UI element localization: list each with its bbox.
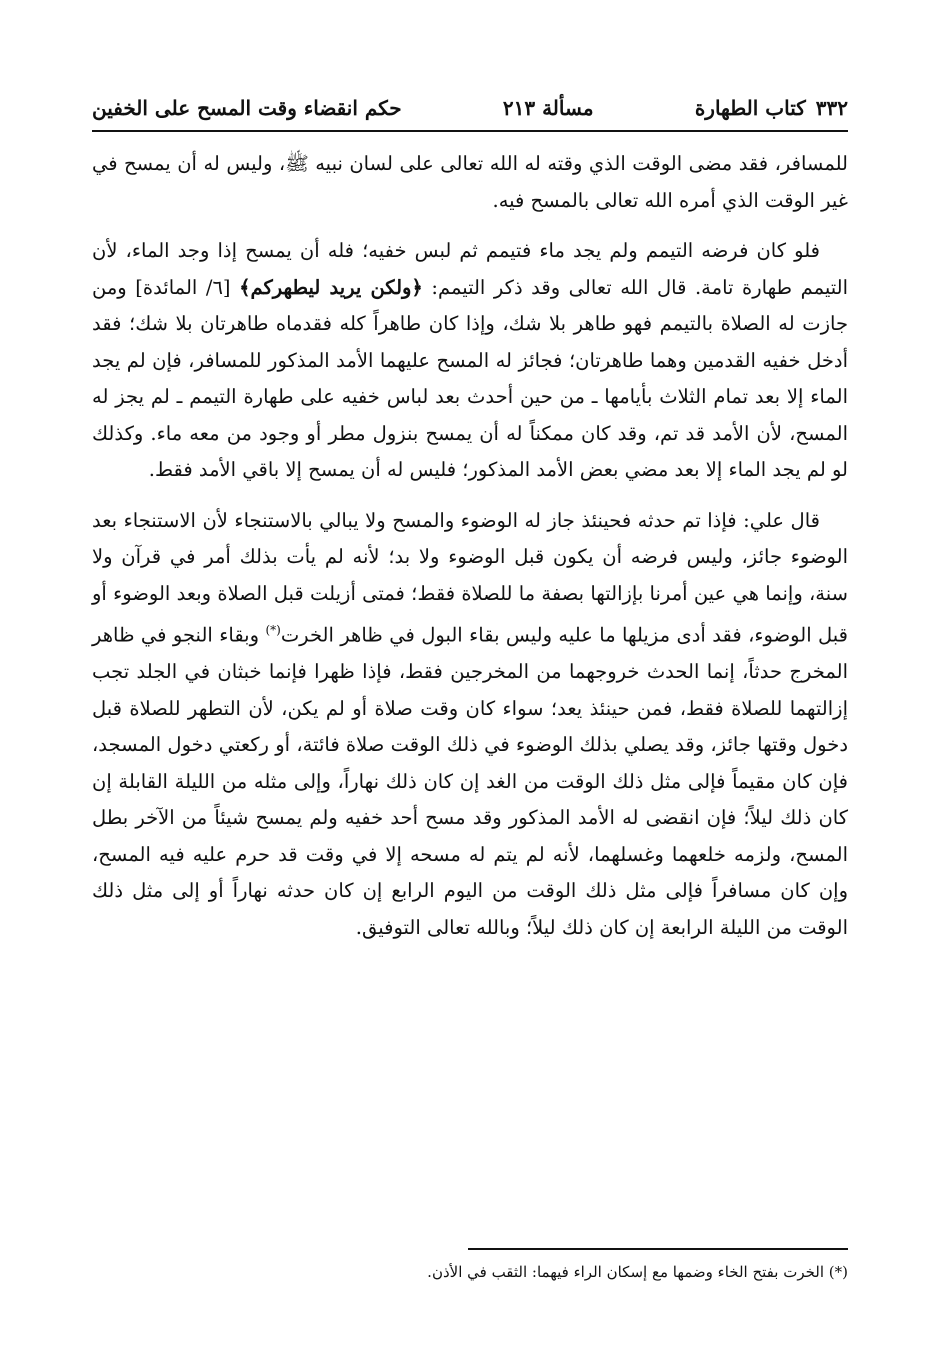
main-text	[92, 146, 848, 946]
paragraph-2	[92, 233, 848, 489]
footnote-marker: (*)	[265, 623, 281, 637]
footnote: (*) الخرت بفتح الخاء وضمها مع إسكان الراء فيهما: الثقب في الأذن.	[427, 1263, 848, 1281]
issue-number: مسألة ٢١٣	[502, 96, 594, 120]
book-title: كتاب الطهارة	[694, 96, 806, 120]
paragraph-2-part-b: [٦/ المائدة] ومن جازت له الصلاة بالتيمم فهو طاهر بلا شك، وإذا كان طاهراً كله فقدماه طاهرتان بلا شك؛ فقد أدخل خفيه القدمين وهما طاهرتان؛ فجائز له المسح عليهما الأمد المذكور للمسافر، فإن لم يجد الماء إلا بعد تمام الثلاث بأيامها ـ من حين أحدث بعد لباس خفيه على طهارة التيمم ـ لم يجز له المسح، لأن الأمد قد تم، وقد كان ممكناً له أن يمسح بنزول مطر أو وجود من معه ماء. وكذلك لو لم يجد الماء إلا بعد مضي بعض الأمد المذكور؛ فليس له أن يمسح إلا باقي الأمد فقط.	[92, 275, 848, 481]
running-header	[92, 90, 848, 132]
page-number: ٣٣٢	[815, 96, 848, 120]
paragraph-3	[92, 503, 848, 947]
chapter-topic: حكم انقضاء وقت المسح على الخفين	[92, 96, 402, 120]
footnote-divider	[468, 1248, 848, 1250]
paragraph-1: للمسافر، فقد مضى الوقت الذي وقته له الله تعالى على لسان نبيه ﷺ، وليس له أن يمسح في غير الوقت الذي أمره الله تعالى بالمسح فيه.	[92, 152, 848, 212]
paragraph-3-part-b: وبقاء النجو في ظاهر المخرج حدثاً، إنما الحدث خروجهما من المخرجين فقط، فإذا ظهرا فإنما خبثان في الجلد تجب إزالتهما للصلاة فقط، فمن حينئذ يعد؛ سواء كان وقت صلاة أو لم يكن، لأن التطهر للصلاة قبل دخول وقتها جائز، وقد يصلي بذلك الوضوء في ذلك الوقت صلاة فائتة، أو ركعتي دخول المسجد، فإن كان مقيماً فإلى مثل ذلك الوقت من الغد إن كان ذلك نهاراً، وإلى مثله من الليلة القابلة إن كان ذلك ليلاً؛ فإن انقضى له الأمد المذكور وقد مسح أحد خفيه ولم يمسح شيئاً من الآخر بطل المسح، ولزمه خلعهما وغسلهما، لأنه لم يتم له مسحه إلا في وقت قد حرم عليه فيه المسح، وإن كان مسافراً فإلى مثل ذلك الوقت من اليوم الرابع إن كان حدثه نهاراً أو إلى مثل ذلك الوقت من الليلة الرابعة إن كان ذلك ليلاً؛ وبالله تعالى التوفيق.	[92, 623, 848, 939]
book-page	[92, 90, 848, 1340]
quran-quote: ﴿ولكن يريد ليطهركم﴾	[239, 275, 423, 299]
paragraph-3-part-a: قال علي: فإذا تم حدثه فحينئذ جاز له الوضوء والمسح ولا يبالي بالاستنجاء لأن الاستنجاء بعد الوضوء جائز، وليس فرضه أن يكون قبل الوضوء ولا بد؛ لأنه لم يأت بذلك أمر في قرآن ولا سنة، وإنما هي عين أمرنا بإزالتها بصفة ما للصلاة فقط؛ فمتى أزيلت قبل الصلاة وبعد الوضوء أو قبل الوضوء، فقد أدى مزيلها ما عليه وليس بقاء البول في ظاهر الخرت	[92, 508, 848, 647]
paragraph-2-part-a: فلو كان فرضه التيمم ولم يجد ماء فتيمم ثم لبس خفيه؛ فله أن يمسح إذا وجد الماء، لأن التيمم طهارة تامة. قال الله تعالى وقد ذكر التيمم:	[92, 239, 848, 299]
header-right	[695, 96, 848, 120]
